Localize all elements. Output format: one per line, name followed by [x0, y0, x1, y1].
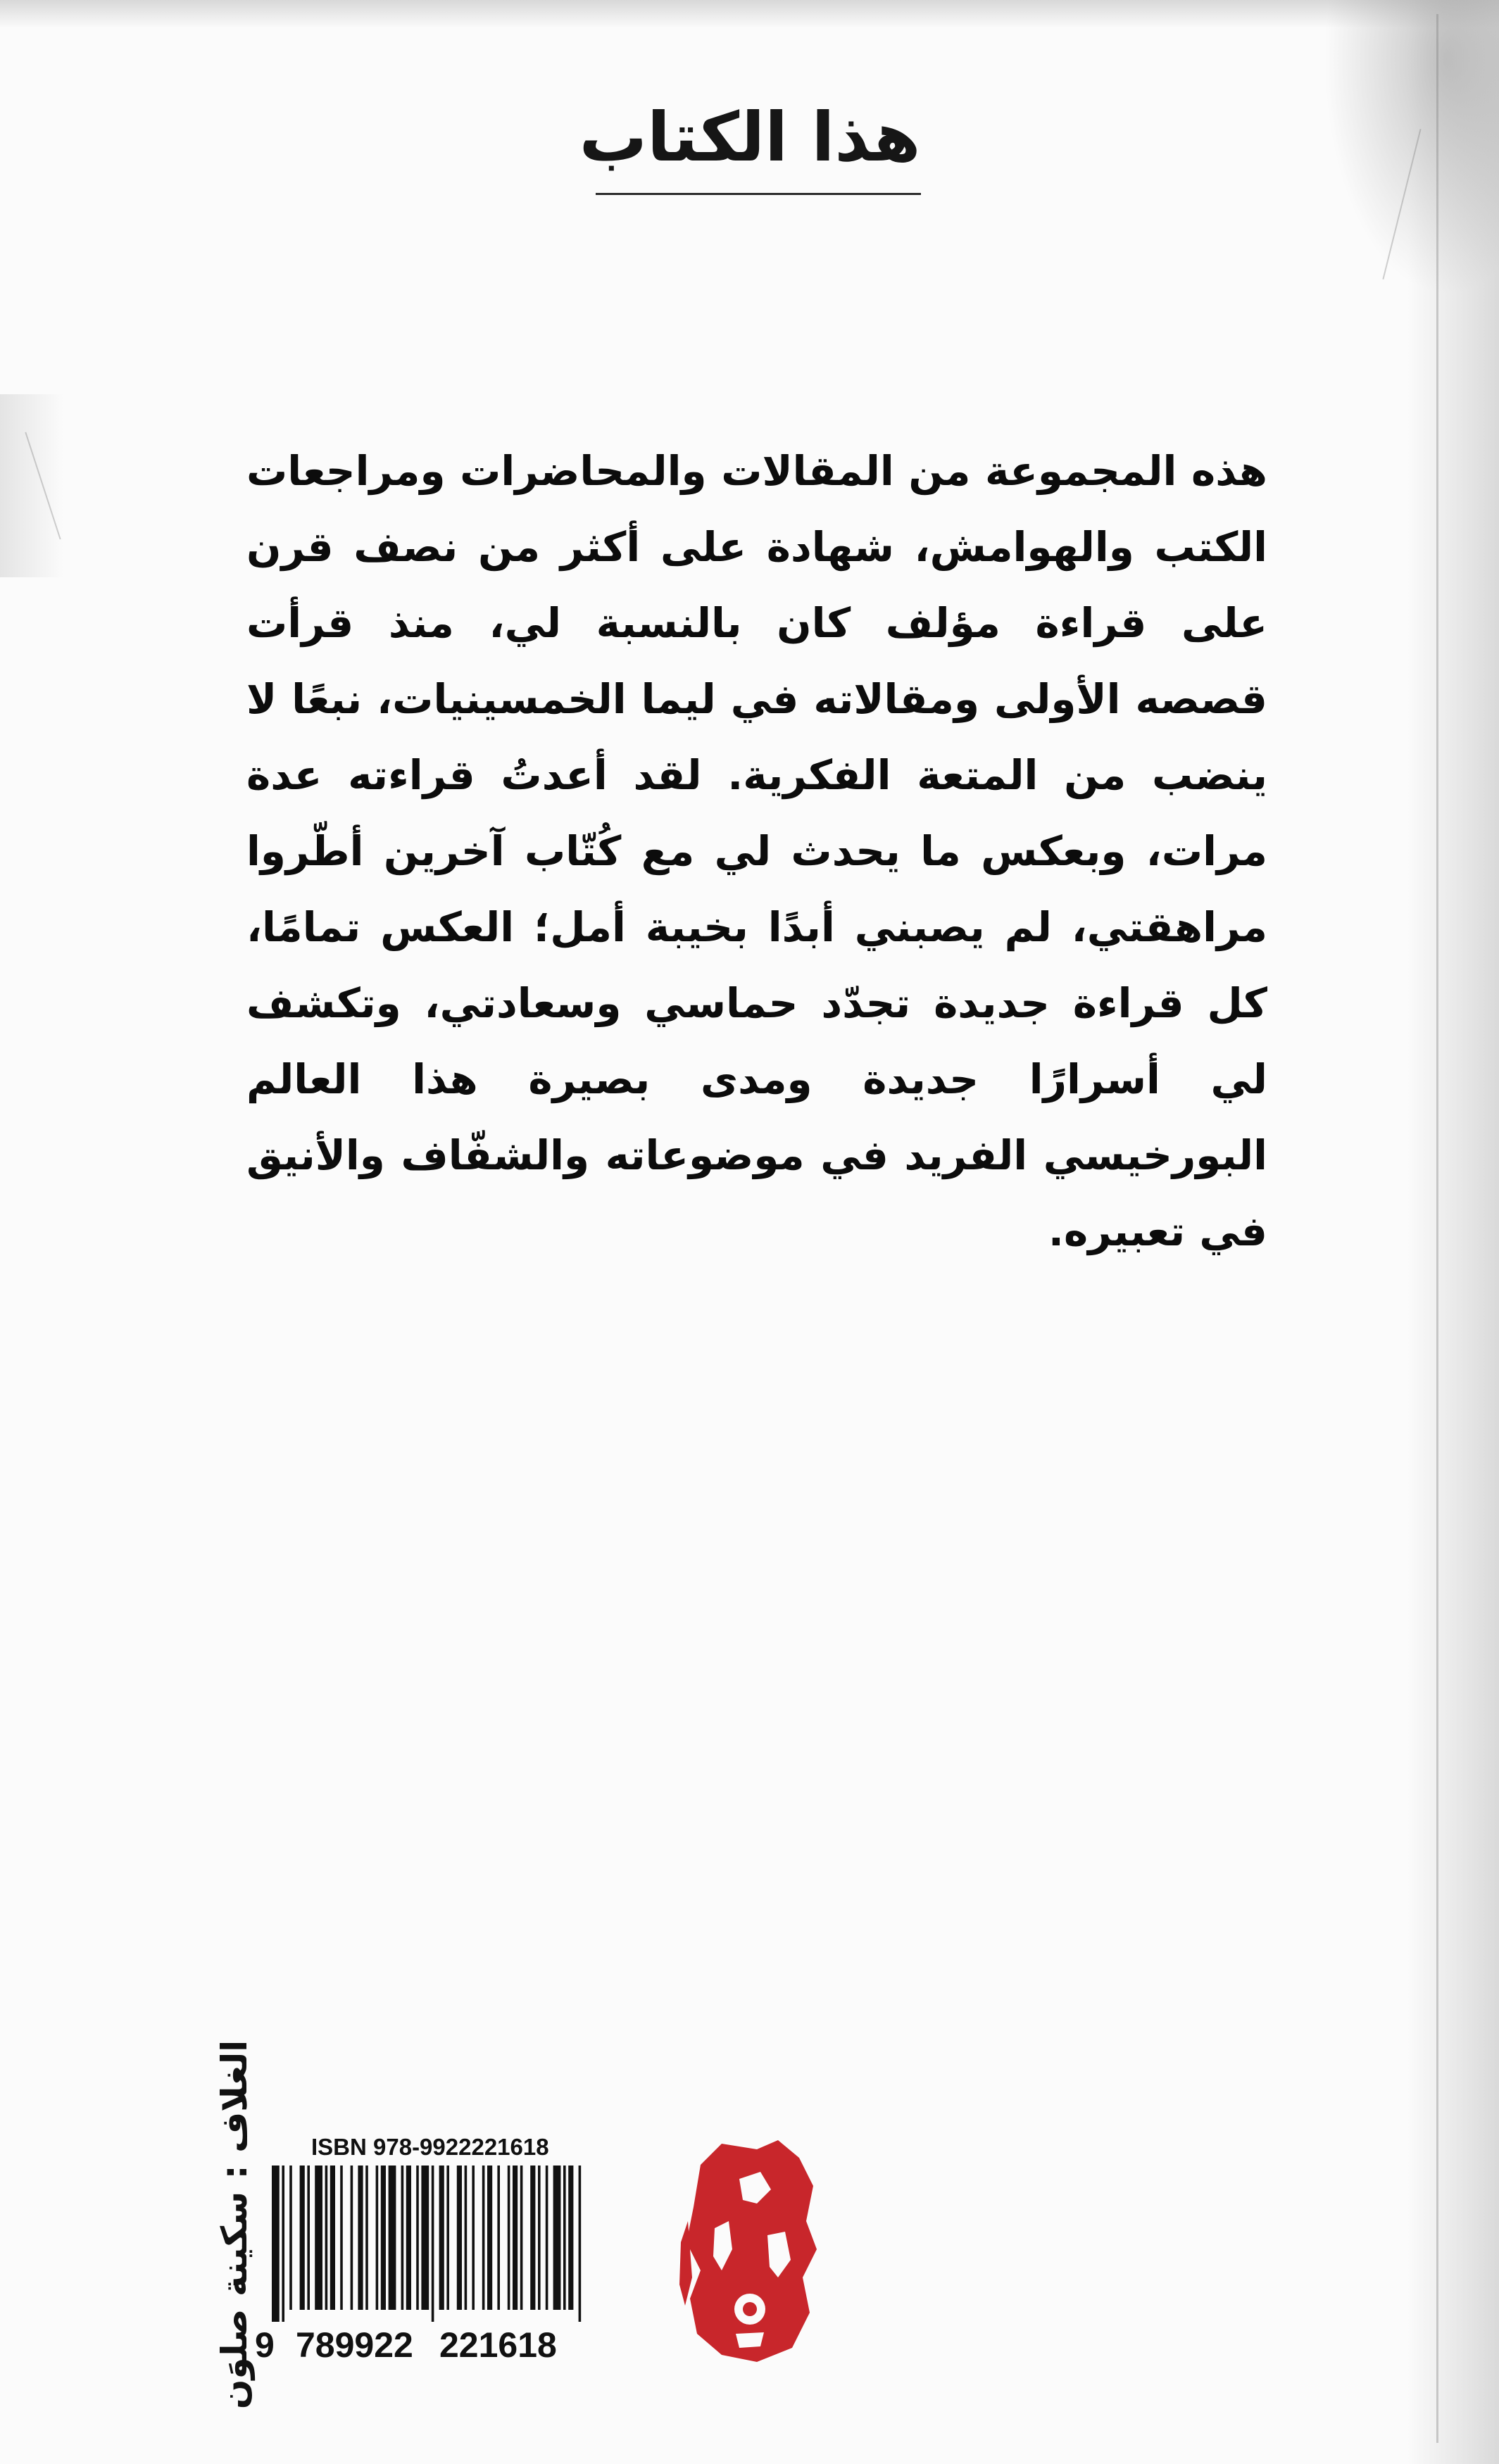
scan-glare [0, 0, 1499, 28]
scan-glare [1324, 0, 1499, 296]
plastic-wrap-crease [1436, 14, 1438, 2443]
title-underline [596, 193, 921, 195]
isbn-label: ISBN 978-9922221618 [311, 2134, 549, 2160]
isbn-barcode [255, 2133, 593, 2387]
section-title: هذا الكتاب [579, 98, 921, 177]
scan-glare [0, 394, 63, 577]
blurb-paragraph: هذه المجموعة من المقالات والمحاضرات ومراجعات الكتب والهوامش، شهادة على أكثر من نصف قرن على قراءة مؤلف كان بالنسبة لي، منذ قرأت قصصه الأولى ومقالاته في ليما الخمسينيات، نبعًا لا ينضب من المتعة الفكرية. لقد أعدتُ قراءته عدة مرات، وبعكس ما يحدث لي مع كُتّاب آخرين أطّروا مراهقتي، لم يصبني أبدًا بخيبة أمل؛ العكس تمامًا، كل قراءة جديدة تجدّد حماسي وسعادتي، وتكشف لي أسرارًا جديدة ومدى بصيرة هذا العالم البورخيسي الفريد في موضوعاته والشفّاف والأنيق في تعبيره. [246, 447, 1267, 1255]
scan-glare [1407, 0, 1499, 2464]
barcode-digit-first: 9 [255, 2325, 275, 2365]
barcode-digits-right: 221618 [439, 2325, 557, 2365]
barcode-digits [255, 2320, 593, 2370]
barcode-icon [269, 2166, 593, 2322]
barcode-digits-left: 789922 [296, 2325, 413, 2365]
cover-design-credit-text: الغلاف : سكينة صلوَن [214, 2039, 255, 2410]
publisher-seal-icon [672, 2137, 827, 2369]
